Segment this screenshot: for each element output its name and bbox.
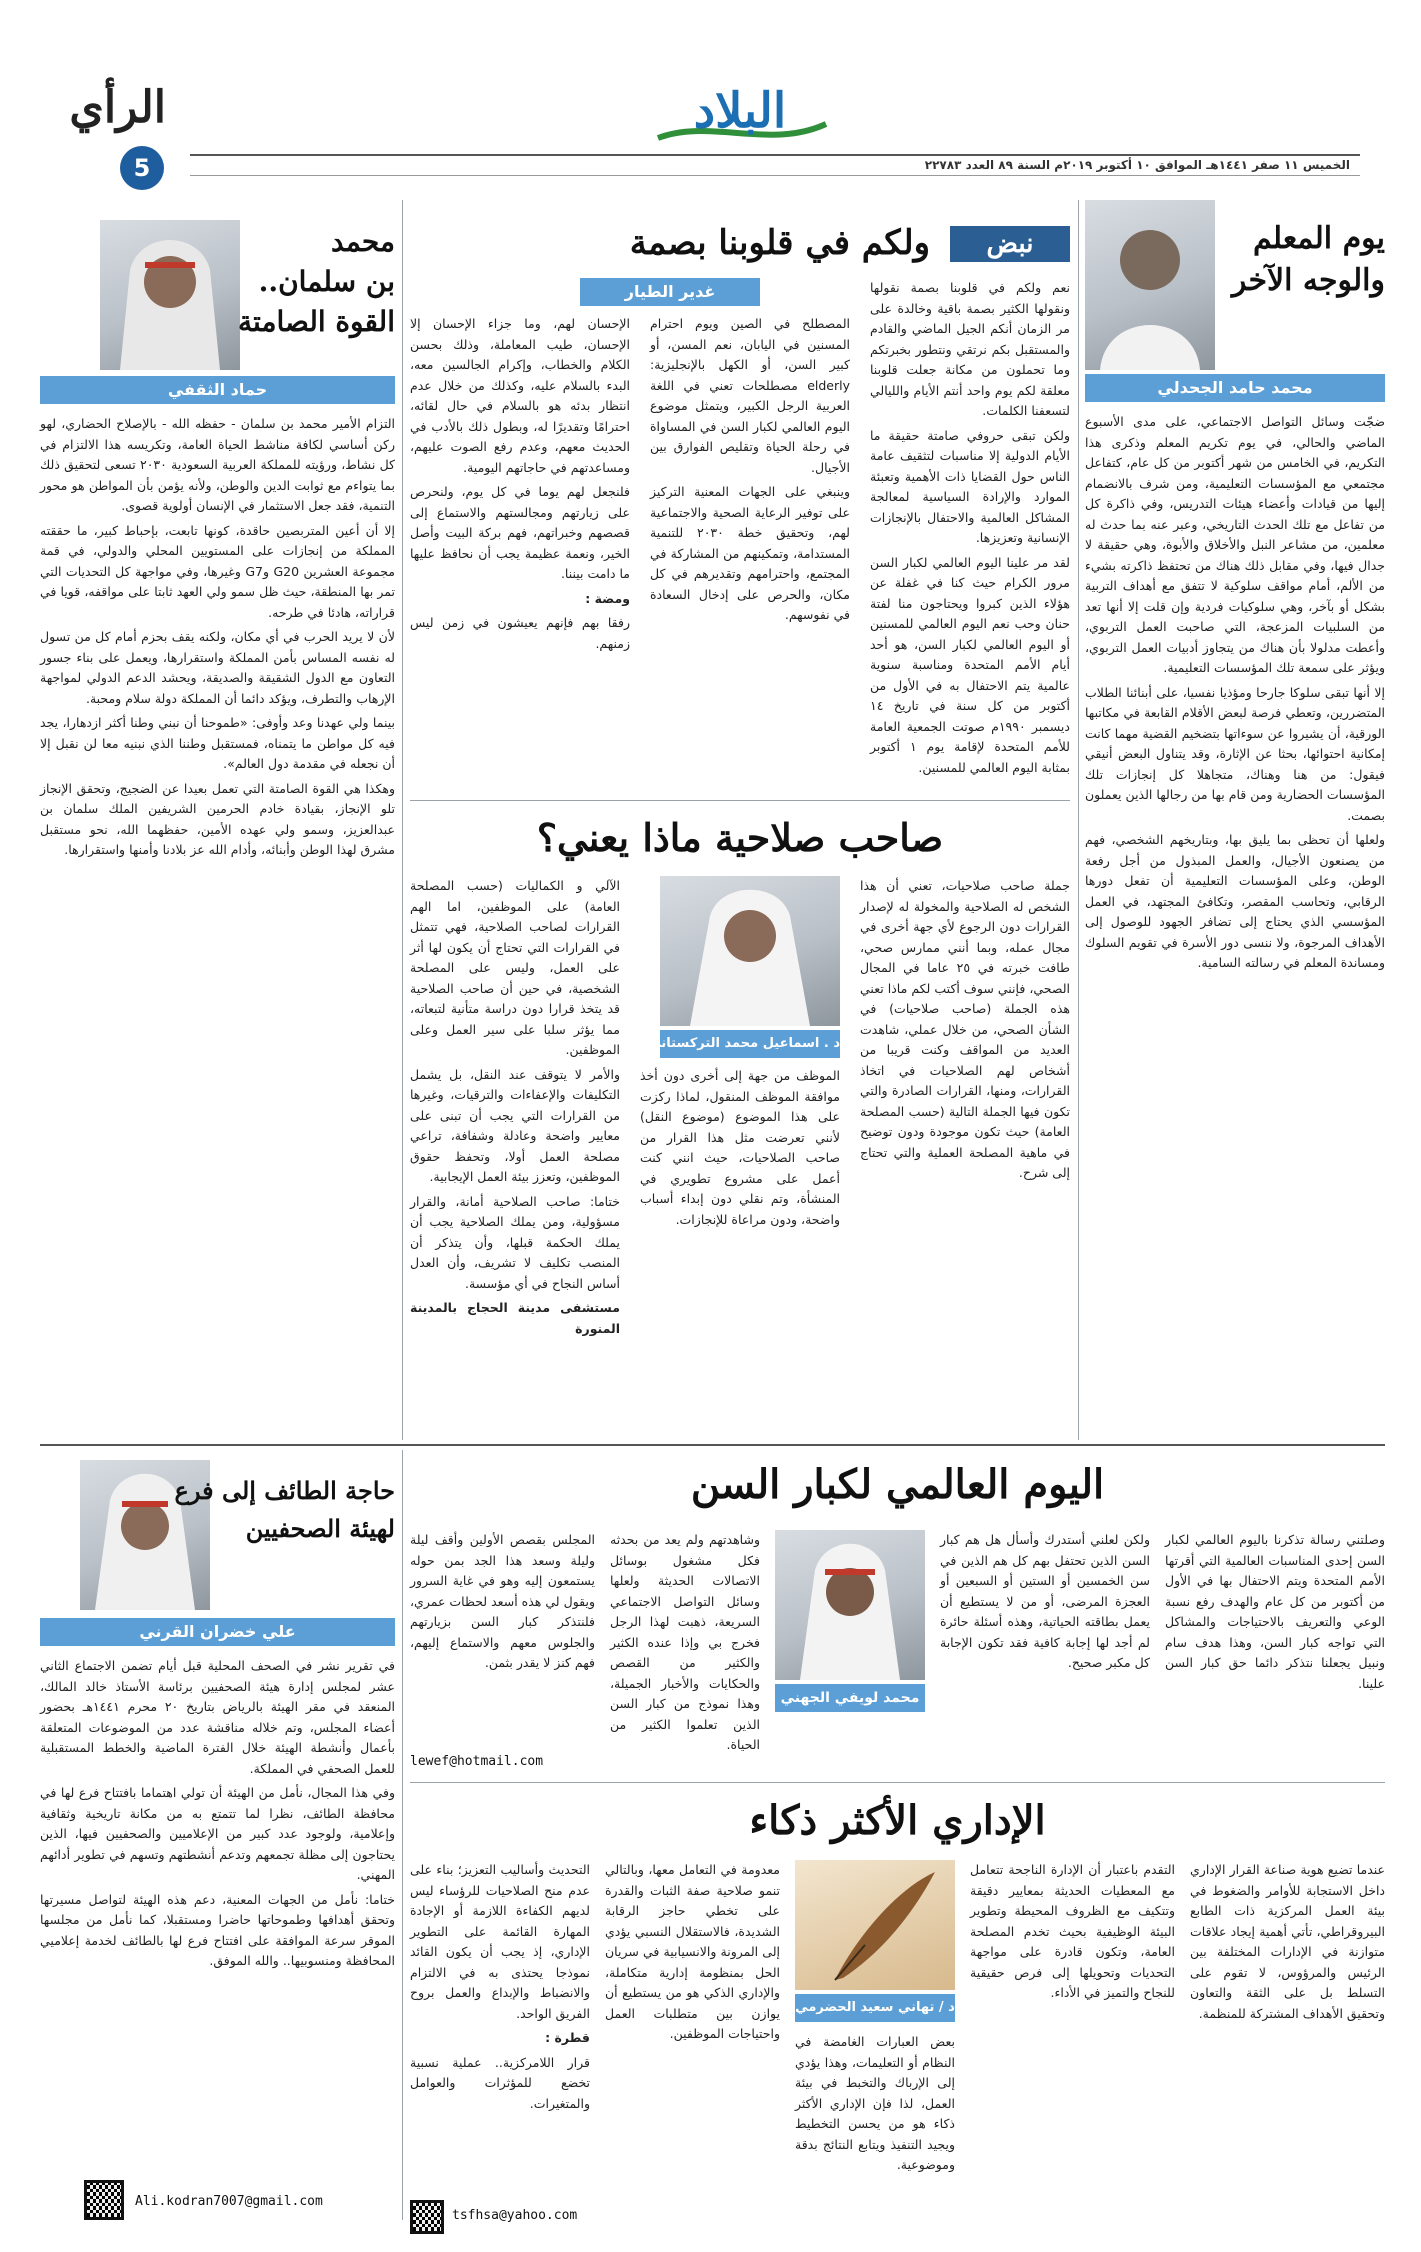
headline-line1: يوم المعلم	[1252, 221, 1385, 256]
article-body-col-a	[870, 278, 1070, 798]
paragraph: ختاما: صاحب الصلاحية أمانة، والقرار مسؤولية، ومن يملك الصلاحية يجب أن يملك الحكمة قبلها، وأن يتذكر أن المنصب تكليف لا تشريف، وأن العدل أساس النجاح في أي مؤسسة.	[410, 1193, 620, 1291]
paragraph: جملة صاحب صلاحيات، تعني أن هذا الشخص له الصلاحية والمخولة له لإصدار القرارات دون الرجوع لأي جهة أخرى في مجال عمله، وبما أنني ممارس صحي، طافت خبرته في ٢٥ عاما في المجال الصحي، فإنني سوف أكتب لكم ماذا تعني هذه الجملة (صاحب صلاحيات) في الشأن الصحي، من خلال عملي، شاهدت العديد من المواقف وكنت قريبا من أشخاص لهم الصلاحيات في اتخاذ القرارات، ومنها، القرارات الصادرة والتي تكون فيها الجملة التالية (حسب المصلحة العامة) حيث تكون موجودة ودون توضيح في ماهية المصلحة العملية والتي تحتاج إلى شرح.	[860, 878, 1070, 1180]
paragraph: الإحسان لهم، وما جزاء الإحسان إلا الإحسان، طيب المعاملة، وذلك بحسن الكلام والخطاب، وإكرام الجالسين معه، البدء بالسلام عليه، وكذلك من خلال عدم انتظار بدئه هو بالسلام في حال لقائه، احترامًا وتقديرًا له، وبطول ذلك بالأدب في الحديث معهم، وعدم رفع الصوت عليهم، ومساعدتهم في حاجاتهم اليومية.	[410, 316, 630, 475]
paragraph: وفي هذا المجال، نأمل من الهيئة أن تولي اهتماما بافتتاح فرع لها في محافظة الطائف، نظرا لما تتمتع به من مكانة تاريخية وثقافية وإعلامية، ولوجود عدد كبير من الإعلاميين والصحفيين فيها، الذين يحتاجون إلى مظلة تجمعهم وتدعم أنشطتهم وتسهم في تطوير أدائهم المهني.	[40, 1785, 395, 1882]
headline-line3: القوة الصامتة	[238, 305, 395, 338]
feather-pen-icon	[795, 1860, 955, 1990]
paragraph: لأن لا يريد الحرب في أي مكان، ولكنه يقف بحزم أمام كل من تسول له نفسه المساس بأمن المملكة واستقرارها، ويعمل على بناء جسور التعاون مع الدول الشقيقة والصديقة، ويحشد الدعم الدولي لمواجهة الإرهاب والتطرف، ويؤكد دائما أن المملكة دولة سلام ومحبة.	[40, 629, 395, 706]
headline	[174, 1472, 395, 1548]
author-email[interactable]: tsfhsa@yahoo.com	[452, 2208, 578, 2223]
closing-text: قرار اللامركزية.. عملية نسبية تخضع للمؤثرات والعوامل والمتغيرات.	[410, 2054, 590, 2111]
article-body-col-a	[1190, 1860, 1385, 2235]
newspaper-logo	[640, 80, 840, 150]
author-email[interactable]: lewef@hotmail.com	[410, 1754, 544, 1769]
article-seniors-day	[410, 1450, 1385, 1780]
author-name: علي خضران القرني	[139, 1622, 296, 1641]
author-name-bar	[1085, 374, 1385, 402]
author-photo	[795, 1860, 955, 1990]
article-teacher	[1085, 200, 1385, 1400]
author-name: غدير الطيار	[624, 282, 716, 301]
author-name: د . اسماعيل محمد التركستاني	[648, 1036, 840, 1051]
author-photo	[660, 876, 840, 1026]
author-name: محمد حامد الجحدلي	[1157, 378, 1313, 397]
qr-code-icon	[410, 2200, 444, 2234]
section-title-text: الرأي	[69, 82, 166, 133]
paragraph: إلا أنها تبقى سلوكا جارحا ومؤذيا نفسيا، على أبنائنا الطلاب المتضررين، وتعطي فرصة لبعض الأقلام القابعة في مكاتبها الورقية، أن يشيروا عن سوءاتها بتضخيم القضية مهما كانت إمكانية احتوائها، بحثا عن الإثارة، وقد يتناول البعض أنيقي فيقول: من هنا وهناك، متجاهلا كل إنجازات تلك المؤسسات الحضارية ومن قام بها من رجالها الذين يعملون بصمت.	[1085, 684, 1385, 823]
paragraph: ضجّت وسائل التواصل الاجتماعي، على مدى الأسبوع الماضي والحالي، في يوم تكريم المعلم وذكرى هذا التكريم، في الخامس من شهر أكتوبر من كل عام، كتفاعل مجتمعي مع المؤسسات التعليمية، ومن شرف بالانضمام إليها من قيادات وأعضاء هيئات التدريس، وفي ذاكرة كل من تفاعل مع تلك الحدث التاريخي، وعبر عنه بما حدث له معلمين، من مشاعر النبل والأخلاق والأبوة، وهي حقيقة لا جدال فيها، وفي مقابل ذلك هناك من تحتفظ ذاكرته بشيء من الألم، أمام مواقف سلوكية لا تتفق مع أهداف التربية بشكل أو بآخر، وهي سلوكيات فردية وإن قلت إلا أنها تعد من السلبيات المزعجة، التي صاحبت العمل التربوي، وأعطت مدلولا بأن هناك من يتجاوز أدبيات العمل التربوي، ويؤثر على سمعة تلك المؤسسات التعليمية.	[1085, 414, 1385, 675]
article-body-col-b	[650, 314, 850, 799]
article-authority	[410, 806, 1070, 1436]
paragraph: التزام الأمير محمد بن سلمان - حفظه الله - بالإصلاح الحضاري، لهو ركن أساسي لكافة مناشط الحياة العامة، وتكريسه هذا الالتزام في كل نشاط، ورؤيته للمملكة العربية السعودية ٢٠٣٠ تسعى لتحقيق ذلك بما يتواءم مع ثوابت الدين والوطن، ولأنه يؤمن بأن المواطن هو محور التنمية، فقد جعل الاستثمار في الإنسان أولوية قصوى.	[40, 416, 395, 513]
article-body-col-c	[610, 1530, 760, 1775]
article-body-col-c	[410, 314, 630, 799]
article-body-col-c	[605, 1860, 780, 2235]
section-divider	[40, 1444, 1385, 1446]
headline: ولكم في قلوبنا بصمة	[629, 223, 930, 263]
article-body-col-b	[940, 1530, 1150, 1775]
paragraph: بينما ولي عهدنا وعد وأوفى: «طموحنا أن نبني وطنا أكثر ازدهارا، يجد فيه كل مواطن ما يتمناه، فمستقبل وطننا الذي نبنيه معا لن نقبل إلا أن نجعله في مقدمة دول العالم».	[40, 715, 395, 771]
closing-text: رفقا بهم فإنهم يعيشون في زمن ليس زمنهم.	[410, 615, 630, 651]
author-name-bar	[795, 1994, 955, 2022]
author-name-bar	[648, 1030, 840, 1058]
article-body-col-e	[795, 2032, 955, 2232]
article-body	[40, 1656, 395, 2176]
paragraph: الموظف من جهة إلى أخرى دون أخذ موافقة الموظف المنقول، لماذا ركزت على هذا الموضوع (موضوع النقل) لأنني تعرضت مثل هذا القرار من صاحب الصلاحيات، حيث انني كنت أعمل على مشروع تطويري في المنشأة، وتم نقلي دون إبداء أسباب واضحة، ودون مراعاة للإنجازات.	[640, 1068, 840, 1227]
qr-code-icon	[84, 2180, 124, 2220]
person-icon	[100, 220, 240, 370]
paragraph: معدومة في التعامل معها، وبالتالي تنمو صلاحية صفة الثبات والقدرة على تخطي حاجز الرقابة الشديدة، فالاستقلال النسبي يؤدي إلى المرونة والانسيابية في سريان الحل بمنظومة إدارية متكاملة، والإداري الذكي هو من يستطيع أن يوازن بين متطلبات العمل واحتياجات الموظفين.	[605, 1862, 780, 2041]
headline-line2: بن سلمان..	[258, 265, 395, 298]
column-divider	[402, 1450, 403, 2220]
person-icon	[1085, 200, 1215, 370]
column-divider	[1078, 200, 1079, 1440]
article-crown-prince	[40, 200, 395, 1440]
author-name-bar	[580, 278, 760, 306]
article-body-col-d	[410, 1860, 590, 2190]
page-number-badge: 5	[120, 146, 164, 190]
paragraph: التحديث وأساليب التعزيز؛ بناء على عدم منح الصلاحيات للرؤساء ليس لديهم الكفاءة اللازمة أو الإجادة المهارة القائمة على التطوير الإداري، إذ يجب أن يكون القائد نموذجا يحتذى به في الالتزام والانضباط والإبداع والعمل بروح الفريق الواحد.	[410, 1862, 590, 2021]
section-divider	[410, 800, 1070, 801]
dateline: الخميس ١١ صفر ١٤٤١هـ الموافق ١٠ أكتوبر ٢٠١٩م السنة ٨٩ العدد ٢٢٧٨٣	[924, 158, 1350, 172]
article-admin	[410, 1788, 1385, 2238]
author-name: حماد الثقفي	[167, 380, 268, 399]
headline: الإداري الأكثر ذكاء	[749, 1797, 1046, 1844]
person-icon	[660, 876, 840, 1026]
paragraph: ولكن لعلني أستدرك وأسأل هل هم كبار السن الذين تحتفل بهم كل هم الذين في سن الخمسين أو الستين أو السبعين أو العجزة المرضى، أو من لا يستطيع أن يعمل بطاقته الحياتية، وهذه أسئلة حائرة لم أجد لها إجابة كافية فقد تكون الإجابة كل مكبر صحيح.	[940, 1532, 1150, 1670]
article-body	[40, 414, 395, 1424]
author-photo	[1085, 200, 1215, 370]
paragraph: المجلس بقصص الأولين وأقف ليلة وليلة وسعد هذا الجد بمن حوله يستمعون إليه وهو في غاية السرور ويقول لي هذه أسعد لحظات عمري، فلنتذكر كبار السن بزيارتهم والجلوس معهم والاستماع إليهم، فهم كنز لا يقدر بثمن.	[410, 1532, 595, 1670]
paragraph: وهكذا هي القوة الصامتة التي تعمل بعيدا عن الضجيج، وتحقق الإنجاز تلو الإنجاز، بقيادة خادم الحرمين الشريفين الملك سلمان بن عبدالعزيز، وسمو ولي عهده الأمين، حفظهما الله، نحو مستقبل مشرق لهذا الوطن وأبنائه، وأدام الله عز بلادنا وأمنها واستقرارها.	[40, 780, 395, 857]
article-body-col-a	[1165, 1530, 1385, 1775]
masthead	[0, 0, 1421, 182]
paragraph: الآلي و الكماليات (حسب المصلحة العامة) على الموظفين، اما الهم القرارات لصاحب الصلاحية، فهي تتمثل في القرارات التي تحتاج أن يكون لها أثر على العمل، وليس على المصلحة الشخصية، في حين أن صاحب الصلاحية قد يتخذ قرارا دون دراسة متأنية لتبعاته، مما يؤثر سلبا على سير العمل وعلى الموظفين.	[410, 878, 620, 1057]
author-name-bar	[775, 1684, 925, 1712]
paragraph: لقد مر علينا اليوم العالمي لكبار السن مرور الكرام حيث كنا في غفلة عن هؤلاء الذين كبروا ويحتاجون منا لفتة حنان وحب نعم اليوم العالمي للمسنين أو اليوم العالمي لكبار السن، هو أحد أيام الأمم المتحدة ومناسبة سنوية عالمية يتم الاحتفال به في الأول من أكتوبر من كل سنة في تاريخ ١٤ ديسمبر ١٩٩٠م صوتت الجمعية العامة للأمم المتحدة لإقامة يوم ١ أكتوبر بمثابة اليوم العالمي للمسنين.	[870, 554, 1070, 775]
headline-line2: لهيئة الصحفيين	[245, 1514, 395, 1543]
section-title	[46, 82, 166, 142]
headline: اليوم العالمي لكبار السن	[690, 1461, 1105, 1508]
dateline-bar	[190, 154, 1360, 176]
article-taif	[40, 1450, 395, 2230]
paragraph: وينبغي على الجهات المعنية التركيز على توفير الرعاية الصحية والاجتماعية لهم، وتحقيق خطة ٢٠٣٠ للتنمية المستدامة، وتمكينهم من المشاركة في المجتمع، واحترامهم وتقديرهم في كل مكان، والحرص على إدخال السعادة في نفوسهم.	[650, 484, 850, 622]
paragraph: فلنجعل لهم يوما في كل يوم، ولنحرص على زيارتهم ومجالستهم والاستماع إلى قصصهم وخبراتهم، فهم بركة البيت وأصل الخير، ونعمة عظيمة يجب أن نحافظ عليها ما دامت بيننا.	[410, 484, 630, 581]
article-body	[1085, 412, 1385, 1362]
paragraph: نعم ولكم في قلوبنا بصمة نقولها ونقولها الكثير بصمة باقية وخالدة على مر الزمان أنكم الجيل الماضي والقادم والمستقبل بكم نرتقي ونتطور بخبرتكم وما تحملون من مكانة جعلت قلوبنا معلقة لكم يوم واحد أنتم الأيام والليالي لتسعفنا الكلمات.	[870, 280, 1070, 418]
author-photo	[775, 1530, 925, 1680]
person-icon	[775, 1530, 925, 1680]
column-divider	[402, 200, 403, 1440]
kicker-badge: نبض	[950, 226, 1070, 262]
paragraph: والأمر لا يتوقف عند النقل، بل يشمل التكليفات والإعفاءات والترقيات، وغيرها من القرارات التي يجب أن تبنى على معايير واضحة وعادلة وشفافة، تراعي مصلحة العمل أولا، وتحفظ حقوق الموظفين، وتعزز بيئة العمل الإيجابية.	[410, 1066, 620, 1184]
closing-label: قطرة :	[545, 2030, 590, 2045]
logo-text: البلاد	[693, 83, 787, 139]
article-body-col-a	[860, 876, 1070, 1431]
author-name: محمد لويفي الجهني	[780, 1690, 920, 1706]
closing-label: ومضة :	[585, 590, 630, 606]
author-name: د / تهاني سعيد الحضرمي	[795, 2000, 955, 2015]
article-body-col-d	[410, 1530, 595, 1745]
author-name-bar	[40, 376, 395, 404]
headline: صاحب صلاحية ماذا يعني؟	[536, 815, 944, 860]
article-body-col-b	[640, 1066, 840, 1431]
headline-line2: والوجه الآخر	[1231, 263, 1385, 298]
author-email[interactable]: Ali.kodran7007@gmail.com	[135, 2194, 323, 2209]
paragraph: بعض العبارات الغامضة في النظام أو التعليمات، وهذا يؤدي إلى الإرباك والتخبط في بيئة العمل، لذا فإن الإداري الأكثر ذكاء هو من يحسن التخطيط ويجيد التنفيذ ويتابع النتائج بدقة وموضوعية.	[795, 2034, 955, 2172]
paragraph: عندما تضيع هوية صناعة القرار الإداري داخل الاستجابة للأوامر والضغوط في بيئة العمل المركزية ذات الطابع البيروقراطي، تأتي أهمية إيجاد علاقات متوازنة في الإدارات المختلفة بين الرئيس والمرؤوس، لا تقوم على التسلط بل على الثقة والتعاون وتحقيق الأهداف المشتركة للمنظمة.	[1190, 1862, 1385, 2021]
headline	[1220, 218, 1385, 302]
paragraph: ختاما: نأمل من الجهات المعنية، دعم هذه الهيئة لتواصل مسيرتها وتحقق أهدافها وطموحاتها حاضرا ومستقبلا، كما نأمل من مجلسها الموقر سرعة الموافقة على افتتاح فرع لها بالطائف لخدمة إعلاميي المحافظة ومنسوبيها.. والله الموفق.	[40, 1891, 395, 1968]
paragraph: وشاهدتهم ولم يعد من بحدثه فكل مشغول بوسائل الاتصالات الحديثة ولعلها وسائل التواصل الاجتماعي السريعة، ذهبت لهذا الرجل فخرج بي وإذا عنده الكثير والكثير من القصص والحكايات والأخبار الجميلة، وهذا نموذج من كبار السن الذين تعلموا الكثير من الحياة.	[610, 1532, 760, 1752]
headline	[238, 222, 395, 342]
author-photo	[100, 220, 240, 370]
author-name-bar	[40, 1618, 395, 1646]
section-divider	[410, 1782, 1385, 1783]
signature: مستشفى مدينة الحجاج بالمدينة المنورة	[410, 1300, 620, 1336]
paragraph: إلا أن أعين المتربصين حاقدة، كونها تابعت، بإحباط كبير، ما حققته المملكة من إنجازات على المستويين المحلي والدولي، في قمة مجموعة العشرين G20 وG7 وغيرها، وفي مواجهة كل التحديات التي تمر بها المنطقة، حيث ظل سمو ولي العهد ثابتا على مواقفه، قويا في قراراته، هادئا في طرحه.	[40, 522, 395, 620]
paragraph: ولكن تبقى حروفي صامتة حقيقة ما الأيام الدولية إلا مناسبات لتثقيف عامة الناس حول القضايا ذات الأهمية وتعبئة الموارد والإرادة السياسية لمعالجة المشاكل العالمية والاحتفال بالإنجازات الإنسانية وتعزيزها.	[870, 427, 1070, 545]
paragraph: ولعلها أن تحظى بما يليق بها، وبتاريخهم الشخصي، فهم من يصنعون الأجيال، والعمل المبذول من أجل رفعة الوطن، وعلى المؤسسات التعليمية أن تفعل دورها الرقابي، وتحاسب المقصر، وتكافئ المجتهد، في العمل المؤسسي الذي يحتاج إلى تضافر الجهود للوصول إلى الأهداف المرجوة، ولا ننسى دور الأسرة في تقويم السلوك ومساندة المعلم في رسالته السامية.	[1085, 832, 1385, 970]
paragraph: في تقرير نشر في الصحف المحلية قبل أيام تضمن الاجتماع الثاني عشر لمجلس إدارة هيئة الصحفيين برئاسة الأستاذ خالد المالك، المنعقد في مقر الهيئة بالرياض بتاريخ ٢٠ محرم ١٤٤١هـ بحضور أعضاء المجلس، وتم خلاله مناقشة عدد من الموضوعات المتعلقة بأعمال وأنشطة الهيئة خلال الفترة الماضية والخطط المستقبلية للعمل الصحفي في المملكة.	[40, 1658, 395, 1776]
headline-line1: محمد	[331, 225, 395, 258]
article-body-col-b	[970, 1860, 1175, 2235]
paragraph: التقدم باعتبار أن الإدارة الناجحة تتعامل مع المعطيات الحديثة بمعايير دقيقة وتتكيف مع الظروف المحيطة وتطوير البيئة الوظيفية بحيث تخدم المصلحة العامة، وتكون قادرة على مواجهة التحديات وتحويلها إلى فرص حقيقية للنجاح والتميز في الأداء.	[970, 1862, 1175, 2000]
paragraph: المصطلح في الصين ويوم احترام المسنين في اليابان، نعم المسن، أو كبير السن، أو الكهل بالإنجليزية: elderly مصطلحات تعني في اللغة العربية الرجل الكبير، ويتمثل موضوع اليوم العالمي لكبار السن في المساواة في رحلة الحياة وتقليص الفوارق بين الأجيال.	[650, 316, 850, 475]
article-elderly	[410, 200, 1070, 800]
paragraph: وصلتني رسالة تذكرنا باليوم العالمي لكبار السن إحدى المناسبات العالمية التي أقرتها الأمم المتحدة ويتم الاحتفال بها في الأول من أكتوبر من كل عام والهدف رفع نسبة الوعي والتعريف بالاحتياجات والمشاكل التي تواجه كبار السن، وهذا هدف سام ونبيل يجعلنا نتذكر دائما حق كبار السن علينا.	[1165, 1532, 1385, 1691]
headline-line1: حاجة الطائف إلى فرع	[174, 1476, 395, 1505]
article-body-col-c	[410, 876, 620, 1431]
